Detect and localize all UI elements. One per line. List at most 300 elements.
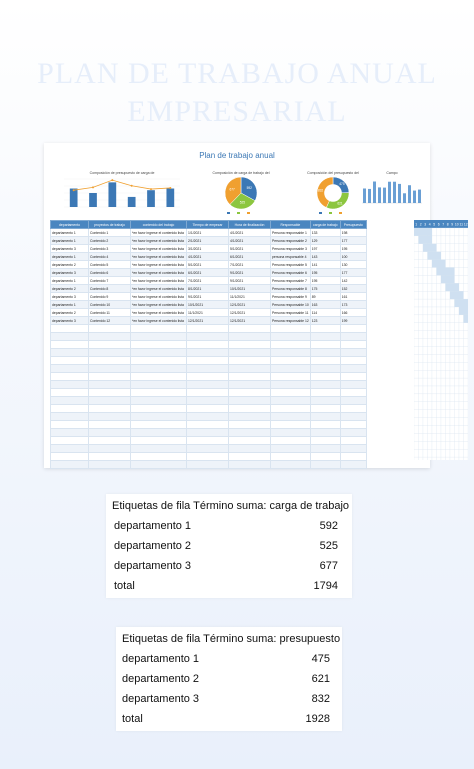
gantt-cell [446,291,451,299]
table-cell[interactable]: 161 [340,293,366,301]
gantt-cell [455,433,460,441]
empty-cell[interactable] [340,389,366,397]
empty-cell[interactable] [310,437,340,445]
table-cell[interactable]: 4/1/2021 [187,253,229,261]
table-cell[interactable]: Contenido 6 [89,269,131,277]
gantt-cell [414,331,419,339]
gantt-cell [419,386,424,394]
table-cell[interactable]: 2/1/2021 [187,237,229,245]
empty-cell[interactable] [229,357,271,365]
empty-cell[interactable] [271,357,311,365]
empty-cell[interactable] [131,373,187,381]
table-cell[interactable]: 7/1/2021 [229,261,271,269]
empty-cell[interactable] [271,341,311,349]
empty-cell[interactable] [187,397,229,405]
empty-cell[interactable] [187,429,229,437]
table-cell[interactable]: Contenido 2 [89,237,131,245]
table-cell[interactable]: departamento 1 [51,237,89,245]
pivot-total-label: total [122,713,143,725]
table-cell[interactable]: 10/1/2021 [229,285,271,293]
empty-cell[interactable] [271,325,311,333]
table-cell[interactable]: Contenido 7 [89,277,131,285]
empty-cell[interactable] [131,445,187,453]
empty-cell[interactable] [229,333,271,341]
table-cell[interactable]: 163 [310,301,340,309]
table-cell[interactable]: Persona responsable 6 [271,269,311,277]
empty-cell[interactable] [310,421,340,429]
empty-cell[interactable] [310,333,340,341]
gantt-cell [423,378,428,386]
table-cell[interactable]: departamento 3 [51,317,89,325]
gantt-cell [441,339,446,347]
empty-cell[interactable] [340,445,366,453]
empty-cell[interactable] [51,421,89,429]
table-cell[interactable]: 11/1/2021 [187,309,229,317]
empty-cell[interactable] [229,389,271,397]
empty-cell[interactable] [51,397,89,405]
table-cell[interactable]: Persona responsable 9 [271,293,311,301]
col-header[interactable]: carga de trabajo [310,221,340,229]
empty-cell[interactable] [229,373,271,381]
empty-cell[interactable] [187,461,229,469]
empty-cell[interactable] [131,349,187,357]
table-cell[interactable]: *en favor ingrese el contenido lista [131,317,187,325]
gantt-cell [437,386,442,394]
empty-cell[interactable] [310,381,340,389]
empty-cell[interactable] [187,373,229,381]
empty-cell[interactable] [89,405,131,413]
table-cell[interactable]: 1/1/2021 [187,229,229,237]
table-cell[interactable]: *en favor ingrese el contenido lista [131,309,187,317]
table-cell[interactable]: *en favor ingrese el contenido lista [131,301,187,309]
empty-cell[interactable] [340,373,366,381]
empty-cell[interactable] [187,437,229,445]
gantt-cell [428,275,433,283]
table-cell[interactable]: 10/1/2021 [187,301,229,309]
table-cell[interactable]: departamento 1 [51,301,89,309]
empty-cell[interactable] [271,429,311,437]
empty-cell[interactable] [229,413,271,421]
table-cell[interactable]: 100 [340,253,366,261]
table-cell[interactable]: departamento 1 [51,277,89,285]
col-header[interactable]: contenido del trabajo [131,221,187,229]
table-cell[interactable]: Persona responsable 3 [271,245,311,253]
empty-cell[interactable] [340,349,366,357]
empty-cell[interactable] [340,405,366,413]
col-header[interactable]: proyectos de trabajo [89,221,131,229]
table-cell[interactable]: 195 [340,245,366,253]
empty-cell[interactable] [131,461,187,469]
empty-cell[interactable] [51,357,89,365]
table-cell[interactable]: 8/1/2021 [187,285,229,293]
empty-cell[interactable] [51,405,89,413]
empty-cell[interactable] [229,349,271,357]
gantt-cell [437,236,442,244]
table-cell[interactable]: Contenido 3 [89,245,131,253]
gantt-cell [450,457,455,460]
legend-swatch [319,212,322,214]
gantt-cell [441,418,446,426]
gantt-cell [450,252,455,260]
gantt-cell [428,268,433,276]
empty-cell[interactable] [89,341,131,349]
gantt-cell [428,291,433,299]
table-cell[interactable]: 11/1/2021 [229,293,271,301]
table-cell[interactable]: 9/1/2021 [229,277,271,285]
table-cell[interactable]: 197 [310,245,340,253]
empty-cell[interactable] [271,333,311,341]
gantt-cell [419,299,424,307]
empty-cell[interactable] [310,429,340,437]
gantt-cell [432,228,437,236]
empty-cell[interactable] [51,413,89,421]
table-cell[interactable]: 5/1/2021 [187,261,229,269]
gantt-bar [419,236,433,244]
empty-cell[interactable] [51,461,89,469]
empty-cell[interactable] [271,421,311,429]
empty-cell[interactable] [310,365,340,373]
empty-cell[interactable] [229,341,271,349]
gantt-cell [414,386,419,394]
table-cell[interactable]: Persona responsable 11 [272,310,309,315]
empty-cell[interactable] [89,325,131,333]
table-cell[interactable]: Persona responsable 5 [271,261,311,269]
empty-cell[interactable] [187,413,229,421]
table-cell[interactable]: 12/1/2021 [229,309,271,317]
empty-cell[interactable] [89,381,131,389]
empty-cell[interactable] [271,397,311,405]
empty-cell[interactable] [271,373,311,381]
table-cell[interactable]: 129 [310,237,340,245]
table-cell[interactable]: 12/1/2021 [229,301,271,309]
empty-cell[interactable] [51,453,89,461]
table-cell[interactable]: 142 [340,277,366,285]
empty-cell[interactable] [271,445,311,453]
empty-cell[interactable] [229,421,271,429]
table-cell[interactable]: 9/1/2021 [229,269,271,277]
empty-cell[interactable] [187,389,229,397]
column [403,193,406,203]
table-cell[interactable]: 130 [340,261,366,269]
empty-cell[interactable] [51,445,89,453]
empty-cell[interactable] [131,453,187,461]
empty-cell[interactable] [51,365,89,373]
empty-cell[interactable] [340,381,366,389]
empty-row [51,429,367,437]
table-cell[interactable]: 177 [340,237,366,245]
empty-cell[interactable] [89,397,131,405]
table-cell[interactable]: 114 [310,309,340,317]
empty-cell[interactable] [89,453,131,461]
table-cell[interactable]: *en favor ingrese el contenido lista [131,245,187,253]
empty-cell[interactable] [187,405,229,413]
empty-cell[interactable] [131,381,187,389]
table-cell[interactable]: Persona responsable 1 [271,229,311,237]
empty-cell[interactable] [51,333,89,341]
table-cell[interactable]: departamento 2 [51,261,89,269]
empty-cell[interactable] [271,349,311,357]
empty-cell[interactable] [310,389,340,397]
empty-cell[interactable] [340,397,366,405]
empty-cell[interactable] [310,373,340,381]
empty-cell[interactable] [310,453,340,461]
empty-cell[interactable] [51,389,89,397]
table-cell[interactable]: Contenido 1 [89,229,131,237]
table-cell[interactable]: departamento 1 [51,229,89,237]
empty-cell[interactable] [51,437,89,445]
table-cell[interactable]: departamento 3 [51,293,89,301]
empty-cell[interactable] [340,429,366,437]
empty-cell[interactable] [271,437,311,445]
gantt-cell [414,394,419,402]
empty-cell[interactable] [310,349,340,357]
col-header[interactable]: Tiempo de empezar [187,221,229,229]
table-cell[interactable]: 175 [310,285,340,293]
gantt-cell [464,347,469,355]
table-cell[interactable]: *en favor ingrese el contenido lista [131,253,187,261]
gantt-cell [414,307,419,315]
gantt-cell [423,299,428,307]
empty-cell[interactable] [229,453,271,461]
empty-row [51,445,367,453]
gantt-cell [419,347,424,355]
empty-cell[interactable] [340,421,366,429]
empty-cell[interactable] [271,381,311,389]
empty-cell[interactable] [310,405,340,413]
empty-cell[interactable] [131,341,187,349]
empty-cell[interactable] [271,453,311,461]
empty-row [51,341,367,349]
table-cell[interactable]: departamento 1 [51,253,89,261]
col-header[interactable]: Responsable [271,221,311,229]
empty-cell[interactable] [89,373,131,381]
empty-cell[interactable] [131,333,187,341]
empty-cell[interactable] [229,437,271,445]
bar [166,189,174,207]
empty-cell[interactable] [89,421,131,429]
empty-cell[interactable] [89,413,131,421]
table-cell[interactable]: *en favor ingrese el contenido lista [131,229,187,237]
table-cell[interactable]: *en favor ingrese el contenido lista [131,293,187,301]
table-cell[interactable]: 4/1/2021 [229,237,271,245]
table-cell[interactable]: 198 [340,229,366,237]
empty-cell[interactable] [310,413,340,421]
table-cell[interactable]: departamento 3 [51,269,89,277]
empty-cell[interactable] [229,429,271,437]
table-cell[interactable]: 152 [340,285,366,293]
gantt-cell [423,457,428,460]
empty-cell[interactable] [51,373,89,381]
empty-cell[interactable] [310,341,340,349]
empty-cell[interactable] [89,365,131,373]
legend-swatch [247,212,250,214]
empty-cell[interactable] [131,389,187,397]
table-cell[interactable]: 4/1/2021 [229,229,271,237]
gantt-cell [419,323,424,331]
empty-row [51,413,367,421]
empty-cell[interactable] [89,429,131,437]
table-cell[interactable]: Persona responsable 7 [271,277,311,285]
empty-cell[interactable] [187,341,229,349]
empty-cell[interactable] [340,413,366,421]
empty-cell[interactable] [187,349,229,357]
table-cell[interactable]: *en favor ingrese el contenido lista [131,269,187,277]
empty-cell[interactable] [51,325,89,333]
empty-cell[interactable] [131,365,187,373]
empty-cell[interactable] [310,461,340,469]
empty-cell[interactable] [340,437,366,445]
empty-cell[interactable] [229,461,271,469]
empty-cell[interactable] [187,445,229,453]
table-cell[interactable]: Contenido 12 [89,317,131,325]
table-cell[interactable]: 143 [310,253,340,261]
gantt-cell [437,299,442,307]
empty-cell[interactable] [340,365,366,373]
empty-row [51,461,367,469]
gantt-cell [423,307,428,315]
empty-cell[interactable] [89,357,131,365]
empty-cell[interactable] [187,325,229,333]
gantt-bar [423,244,437,252]
col-header[interactable]: Presupuesto [340,221,366,229]
empty-cell[interactable] [51,381,89,389]
gantt-cell [414,299,419,307]
table-cell[interactable]: Contenido 10 [89,301,131,309]
table-cell[interactable]: 195 [310,269,340,277]
empty-cell[interactable] [340,357,366,365]
table-cell[interactable]: departamento 2 [51,309,89,317]
table-cell[interactable]: Contenido 8 [89,285,131,293]
table-cell[interactable]: 89 [310,293,340,301]
table-cell[interactable]: 173 [340,301,366,309]
empty-cell[interactable] [131,357,187,365]
table-cell[interactable]: 12/1/2021 [187,317,229,325]
gantt-cell [455,347,460,355]
gantt-cell [441,236,446,244]
table-cell[interactable]: 199 [340,317,366,325]
empty-cell[interactable] [187,381,229,389]
table-cell[interactable]: 133 [310,229,340,237]
table-cell[interactable]: 123 [310,317,340,325]
empty-cell[interactable] [131,325,187,333]
table-cell[interactable]: departamento 3 [51,245,89,253]
table-cell[interactable]: 3/1/2021 [187,245,229,253]
empty-cell[interactable] [340,333,366,341]
empty-cell[interactable] [271,413,311,421]
empty-cell[interactable] [229,445,271,453]
empty-cell[interactable] [51,349,89,357]
col-header[interactable]: Hora de finalización [229,221,271,229]
table-cell[interactable]: Contenido 9 [89,293,131,301]
empty-cell[interactable] [310,325,340,333]
gantt-cell [423,410,428,418]
empty-cell[interactable] [340,453,366,461]
table-cell[interactable]: 195 [310,277,340,285]
empty-cell[interactable] [89,445,131,453]
table-cell[interactable]: Contenido 11 [89,309,131,317]
empty-cell[interactable] [229,325,271,333]
empty-cell[interactable] [51,341,89,349]
empty-cell[interactable] [89,461,131,469]
empty-cell[interactable] [271,365,311,373]
empty-cell[interactable] [229,397,271,405]
empty-cell[interactable] [187,333,229,341]
empty-cell[interactable] [271,389,311,397]
empty-cell[interactable] [89,389,131,397]
table-cell[interactable]: 141 [310,261,340,269]
table-cell[interactable]: Persona responsable 8 [271,285,311,293]
table-cell[interactable]: 12/1/2021 [229,317,271,325]
empty-cell[interactable] [340,341,366,349]
table-cell[interactable]: Persona responsable 10 [272,302,309,307]
table-row [51,301,367,309]
empty-cell[interactable] [310,445,340,453]
table-cell[interactable]: 7/1/2021 [187,277,229,285]
empty-cell[interactable] [187,421,229,429]
gantt-bar [446,283,460,291]
empty-cell[interactable] [131,405,187,413]
empty-cell[interactable] [271,405,311,413]
empty-cell[interactable] [131,429,187,437]
table-cell[interactable]: *en favor ingrese el contenido lista [131,261,187,269]
empty-cell[interactable] [310,397,340,405]
empty-cell[interactable] [187,453,229,461]
gantt-cell [419,370,424,378]
empty-cell[interactable] [271,461,311,469]
gantt-cell [450,315,455,323]
empty-cell[interactable] [89,333,131,341]
empty-cell[interactable] [229,365,271,373]
table-cell[interactable]: persona responsable 4 [271,253,311,261]
empty-cell[interactable] [310,357,340,365]
empty-cell[interactable] [89,437,131,445]
table-cell[interactable]: *en favor ingrese el contenido lista [131,285,187,293]
table-cell[interactable]: *en favor ingrese el contenido lista [131,277,187,285]
empty-cell[interactable] [51,429,89,437]
empty-cell[interactable] [131,413,187,421]
table-cell[interactable]: Persona responsable 12 [272,318,309,323]
table-cell[interactable]: *en favor ingrese el contenido lista [131,237,187,245]
empty-cell[interactable] [187,357,229,365]
empty-cell[interactable] [229,381,271,389]
table-cell[interactable]: 6/1/2021 [187,269,229,277]
table-cell[interactable]: 9/1/2021 [187,293,229,301]
empty-cell[interactable] [131,397,187,405]
table-cell[interactable]: 6/1/2021 [229,253,271,261]
empty-cell[interactable] [131,437,187,445]
gantt-cell [464,283,469,291]
gantt-cell [428,307,433,315]
empty-cell[interactable] [89,349,131,357]
table-cell[interactable]: Persona responsable 2 [271,237,311,245]
table-cell[interactable]: 177 [340,269,366,277]
col-header[interactable]: departamento [51,221,89,229]
empty-cell[interactable] [131,421,187,429]
gantt-cell [437,307,442,315]
empty-cell[interactable] [229,405,271,413]
gantt-cell [459,331,464,339]
table-cell[interactable]: 5/1/2021 [229,245,271,253]
table-cell[interactable]: Contenido 4 [89,253,131,261]
empty-cell[interactable] [187,365,229,373]
gantt-cell [419,331,424,339]
table-cell[interactable]: 166 [340,309,366,317]
table-cell[interactable]: departamento 2 [51,285,89,293]
empty-cell[interactable] [340,461,366,469]
empty-cell[interactable] [340,325,366,333]
gantt-cell [441,299,446,307]
table-cell[interactable]: Contenido 5 [89,261,131,269]
